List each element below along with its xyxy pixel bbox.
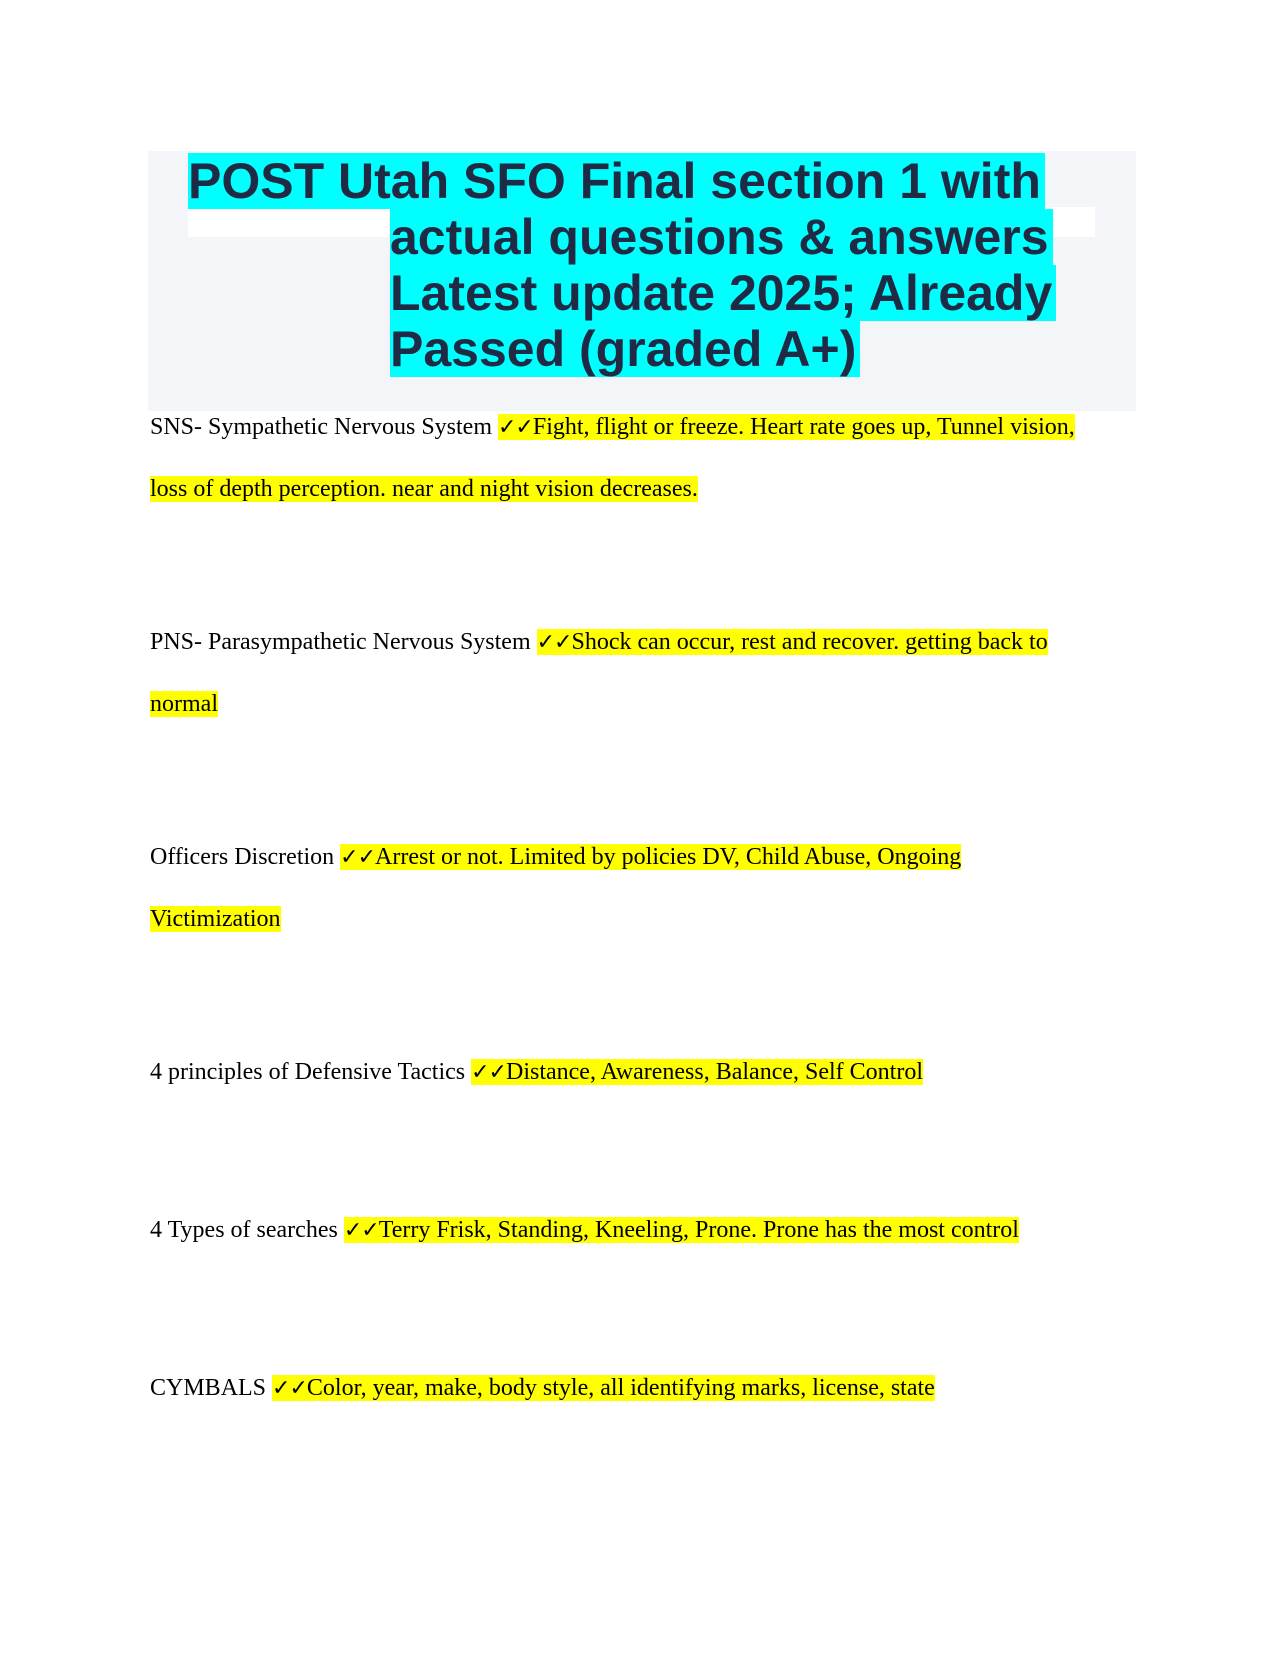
answer-text-continued: normal: [150, 691, 218, 717]
answer-text: Distance, Awareness, Balance, Self Control: [505, 1059, 923, 1085]
double-check-icon: ✓✓: [272, 1376, 307, 1401]
question-text: Officers Discretion: [150, 844, 335, 870]
qa-item-4-line-1: [150, 1057, 923, 1088]
qa-item-1-line-1: [150, 412, 1075, 443]
answer-highlight: [340, 844, 961, 870]
answer-text: Color, year, make, body style, all identifying marks, license, state: [306, 1375, 935, 1401]
title-line-4: Passed (graded A+): [390, 321, 860, 377]
question-text: SNS- Sympathetic Nervous System: [150, 414, 492, 440]
question-text: CYMBALS: [150, 1375, 267, 1401]
double-check-icon: ✓✓: [536, 630, 572, 655]
answer-text-continued: Victimization: [150, 906, 281, 932]
qa-item-2-line-1: [150, 627, 1048, 658]
question-text: 4 principles of Defensive Tactics: [150, 1059, 466, 1085]
question-text: 4 Types of searches: [150, 1217, 338, 1243]
qa-item-2-line-2: [150, 689, 218, 719]
answer-text: Shock can occur, rest and recover. getting back to: [571, 629, 1048, 655]
qa-item-3-line-1: [150, 842, 961, 873]
question-text: PNS- Parasympathetic Nervous System: [150, 629, 531, 655]
answer-text: Terry Frisk, Standing, Kneeling, Prone. Prone has the most control: [378, 1217, 1019, 1243]
title-line-2: actual questions & answers: [390, 209, 1053, 265]
answer-highlight: [344, 1217, 1019, 1243]
answer-text: Arrest or not. Limited by policies DV, Child Abuse, Ongoing: [375, 844, 962, 870]
double-check-icon: ✓✓: [343, 1218, 379, 1243]
qa-item-3-line-2: [150, 904, 281, 934]
double-check-icon: ✓✓: [498, 415, 533, 440]
title-line-3: Latest update 2025; Already: [390, 265, 1056, 321]
qa-item-5-line-1: [150, 1215, 1019, 1246]
answer-highlight: [471, 1059, 923, 1085]
answer-highlight: [498, 414, 1075, 440]
answer-highlight: [537, 629, 1048, 655]
answer-highlight: [272, 1375, 935, 1401]
qa-item-6-line-1: [150, 1373, 935, 1404]
double-check-icon: ✓✓: [471, 1060, 506, 1085]
answer-text-continued: loss of depth perception. near and night vision decreases.: [150, 476, 698, 502]
title-line-1: POST Utah SFO Final section 1 with: [188, 153, 1045, 209]
qa-item-1-line-2: [150, 474, 698, 504]
answer-text: Fight, flight or freeze. Heart rate goes up, Tunnel vision,: [532, 414, 1075, 440]
double-check-icon: ✓✓: [340, 845, 376, 870]
